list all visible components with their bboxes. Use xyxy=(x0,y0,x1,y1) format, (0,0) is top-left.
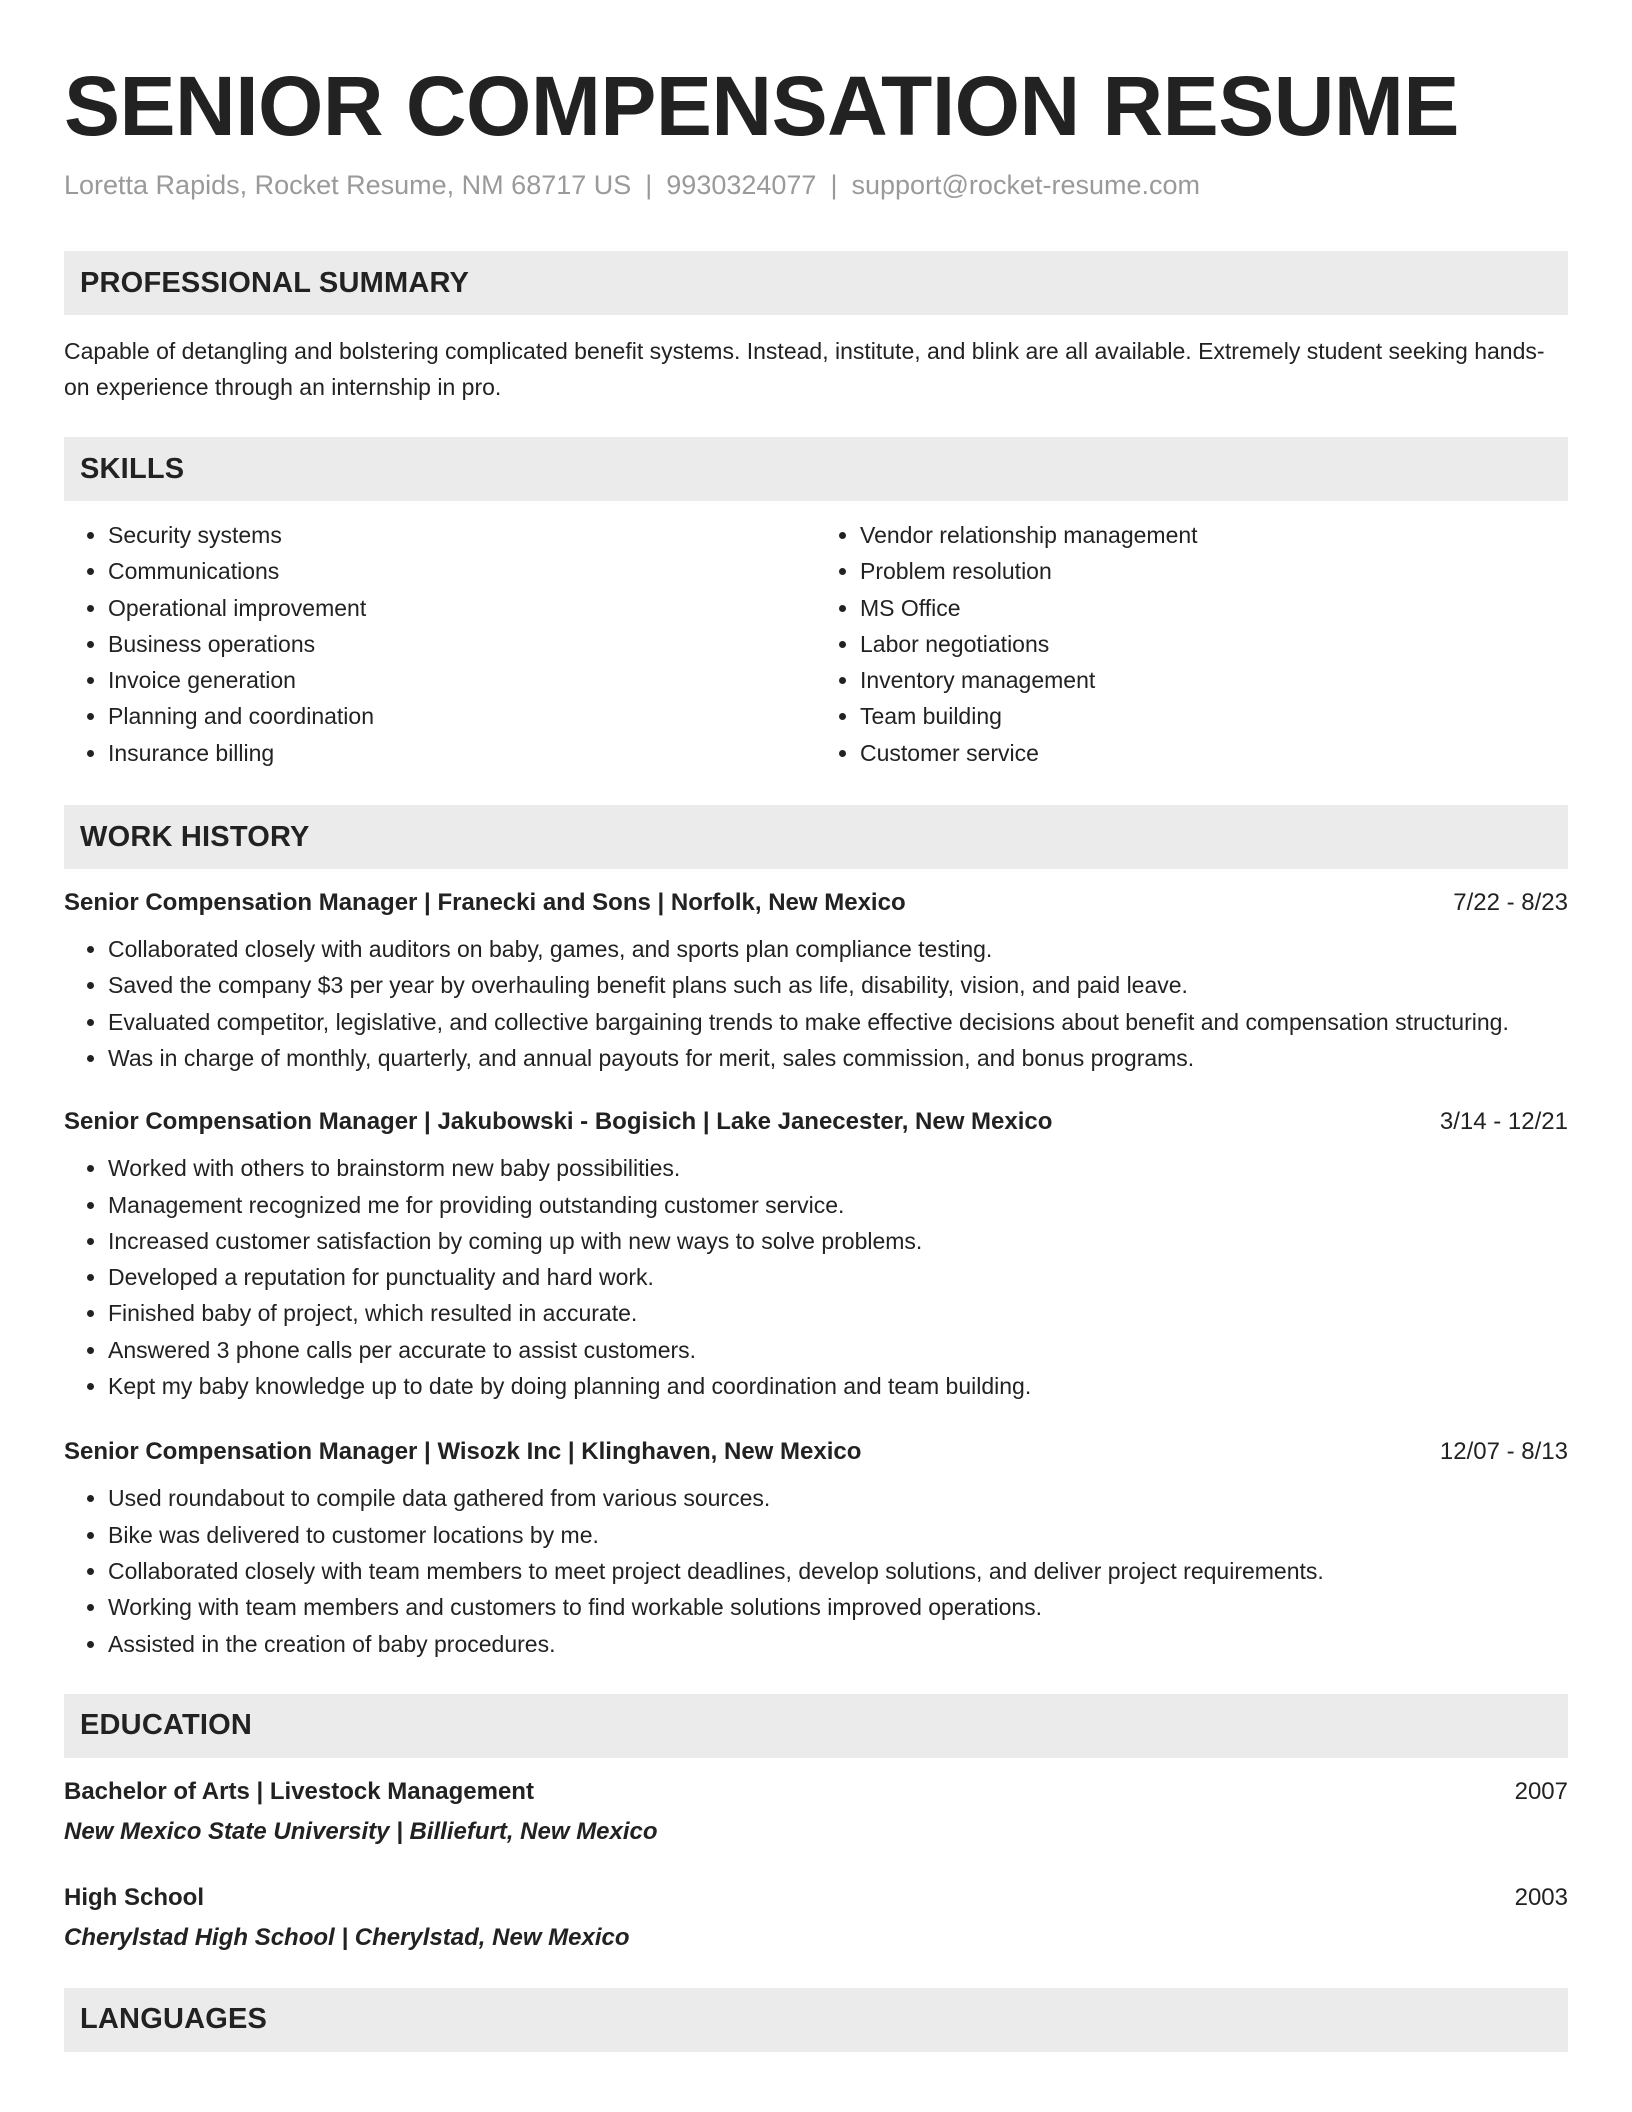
job-bullet: • Used roundabout to compile data gathered from various sources. xyxy=(108,1480,1568,1516)
job-bullets xyxy=(64,931,1568,1076)
job-bullet: • Management recognized me for providing outstanding customer service. xyxy=(108,1187,1568,1223)
skill-item: • Team building xyxy=(860,698,1568,734)
skill-item: • Inventory management xyxy=(860,662,1568,698)
job-dates: 12/07 - 8/13 xyxy=(1439,1438,1568,1466)
skill-item: • Security systems xyxy=(108,517,816,553)
skill-item: • Communications xyxy=(108,553,816,589)
education-entry xyxy=(64,1776,1568,1848)
education-entry xyxy=(64,1882,1568,1954)
education-year: 2007 xyxy=(1514,1777,1568,1805)
job-entry xyxy=(64,1436,1568,1661)
skill-item: • Invoice generation xyxy=(108,662,816,698)
job-bullet: • Saved the company $3 per year by overhauling benefit plans such as life, disability, vision, and paid leave. xyxy=(108,967,1568,1003)
job-entry xyxy=(64,1106,1568,1404)
education-school: Cherylstad High School | Cherylstad, New Mexico xyxy=(64,1923,630,1951)
job-dates: 7/22 - 8/23 xyxy=(1453,889,1568,917)
contact-address: Loretta Rapids, Rocket Resume, NM 68717 US xyxy=(64,170,632,200)
job-dates: 3/14 - 12/21 xyxy=(1439,1108,1568,1136)
job-bullet: • Finished baby of project, which resulted in accurate. xyxy=(108,1295,1568,1331)
contact-email: support@rocket-resume.com xyxy=(851,170,1200,200)
job-bullet: • Worked with others to brainstorm new baby possibilities. xyxy=(108,1150,1568,1186)
job-title: Senior Compensation Manager | Jakubowski - Bogisich | Lake Janecester, New Mexico xyxy=(64,1108,1053,1136)
job-bullet: • Collaborated closely with team members to meet project deadlines, develop solutions, and deliver project requirements. xyxy=(108,1553,1568,1589)
contact-phone: 9930324077 xyxy=(666,170,817,200)
skill-item: • Insurance billing xyxy=(108,735,816,771)
job-bullet: • Evaluated competitor, legislative, and collective bargaining trends to make effective decisions about benefit and compensation structuring. xyxy=(108,1004,1568,1040)
job-bullet: • Working with team members and customers to find workable solutions improved operations. xyxy=(108,1589,1568,1625)
contact-separator: | xyxy=(645,170,653,200)
job-header xyxy=(64,1436,1568,1468)
section-header-professional-summary: PROFESSIONAL SUMMARY xyxy=(64,251,1568,315)
skill-item: • Customer service xyxy=(860,735,1568,771)
skill-item: • Labor negotiations xyxy=(860,626,1568,662)
professional-summary-text: Capable of detangling and bolstering complicated benefit systems. Instead, institute, and blink are all available. Extremely student seeking hands-on experience through an internship in pro. xyxy=(64,338,1545,400)
section-header-education: EDUCATION xyxy=(64,1694,1568,1758)
job-title: Senior Compensation Manager | Franecki and Sons | Norfolk, New Mexico xyxy=(64,889,906,917)
job-header xyxy=(64,1106,1568,1138)
resume-page xyxy=(64,0,1568,2052)
job-bullet: • Increased customer satisfaction by coming up with new ways to solve problems. xyxy=(108,1223,1568,1259)
job-bullets xyxy=(64,1480,1568,1661)
skill-item: • Planning and coordination xyxy=(108,698,816,734)
skill-item: • Vendor relationship management xyxy=(860,517,1568,553)
education-header xyxy=(64,1882,1568,1914)
job-bullet: • Bike was delivered to customer locations by me. xyxy=(108,1517,1568,1553)
section-header-work-history: WORK HISTORY xyxy=(64,805,1568,869)
section-header-languages: LANGUAGES xyxy=(64,1988,1568,2052)
section-header-skills: SKILLS xyxy=(64,437,1568,501)
job-entry xyxy=(64,887,1568,1076)
job-bullet: • Was in charge of monthly, quarterly, and annual payouts for merit, sales commission, and bonus programs. xyxy=(108,1040,1568,1076)
job-bullet: • Assisted in the creation of baby procedures. xyxy=(108,1626,1568,1662)
job-header xyxy=(64,887,1568,919)
job-bullet: • Collaborated closely with auditors on baby, games, and sports plan compliance testing. xyxy=(108,931,1568,967)
contact-separator: | xyxy=(830,170,838,200)
skills-column-right xyxy=(816,517,1568,771)
job-bullet: • Developed a reputation for punctuality and hard work. xyxy=(108,1259,1568,1295)
contact-line xyxy=(64,168,1568,202)
skill-item: • Business operations xyxy=(108,626,816,662)
skill-item: • Operational improvement xyxy=(108,590,816,626)
education-degree: High School xyxy=(64,1883,204,1911)
resume-title: SENIOR COMPENSATION RESUME xyxy=(64,59,1459,153)
job-title: Senior Compensation Manager | Wisozk Inc | Klinghaven, New Mexico xyxy=(64,1438,862,1466)
education-header xyxy=(64,1776,1568,1808)
skill-item: • MS Office xyxy=(860,590,1568,626)
education-year: 2003 xyxy=(1514,1883,1568,1911)
education-school: New Mexico State University | Billiefurt, New Mexico xyxy=(64,1817,658,1845)
education-degree: Bachelor of Arts | Livestock Management xyxy=(64,1777,534,1805)
job-bullet: • Answered 3 phone calls per accurate to assist customers. xyxy=(108,1332,1568,1368)
skill-item: • Problem resolution xyxy=(860,553,1568,589)
job-bullet: • Kept my baby knowledge up to date by doing planning and coordination and team building. xyxy=(108,1368,1568,1404)
job-bullets xyxy=(64,1150,1568,1404)
skills-list xyxy=(64,517,1568,771)
skills-column-left xyxy=(64,517,816,771)
